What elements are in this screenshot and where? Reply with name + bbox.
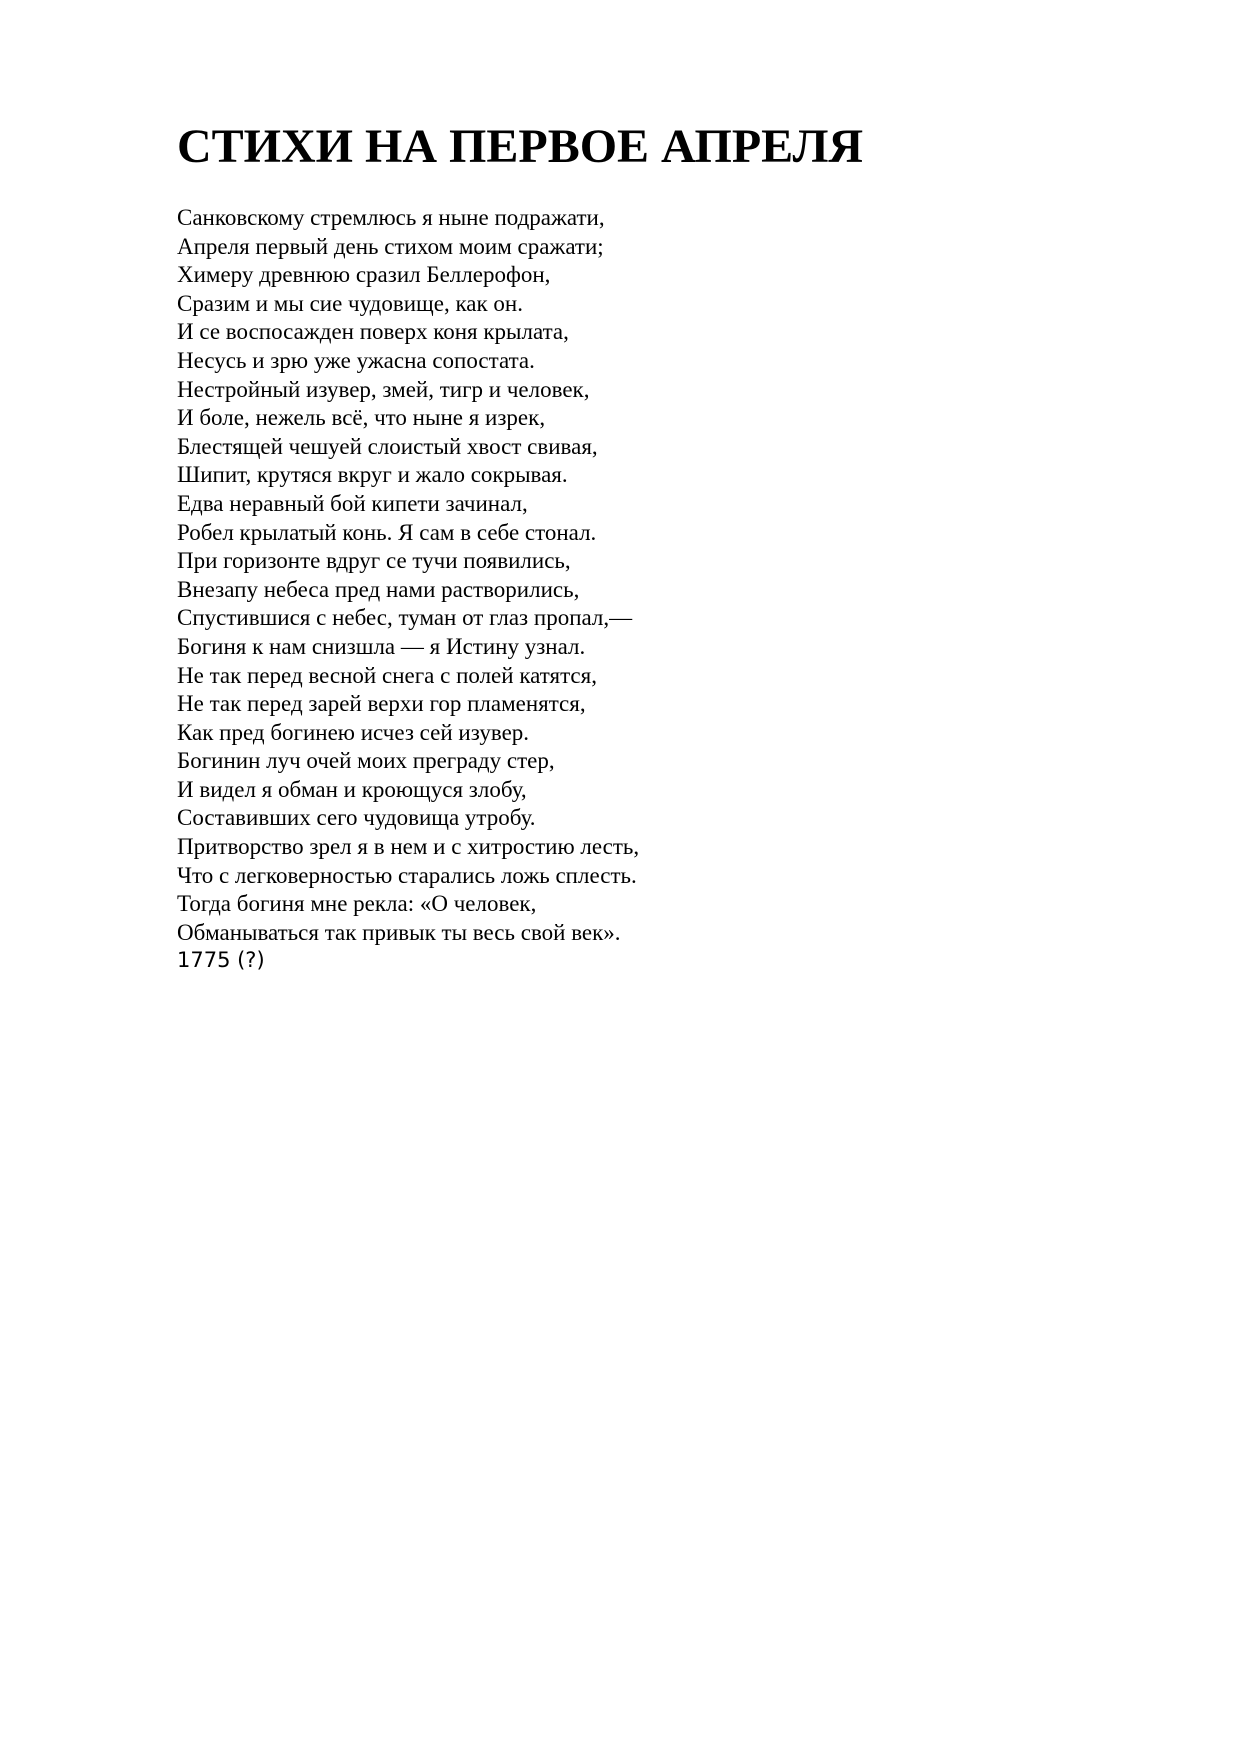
poem-line: Санковскому стремлюсь я ныне подражати, [177, 205, 605, 230]
poem-line: Апреля первый день стихом моим сражати; [177, 233, 604, 259]
poem-line: Внезапу небеса пред нами растворились, [177, 576, 580, 602]
poem-line: При горизонте вдруг се тучи появились, [177, 548, 571, 574]
poem-line: Несусь и зрю уже ужасна сопостата. [177, 347, 535, 373]
poem-line: Химеру древнюю сразил Беллерофон, [177, 262, 551, 288]
poem-line: Составивших сего чудовища утробу. [177, 805, 536, 831]
poem-line: Едва неравный бой кипети зачинал, [177, 490, 528, 516]
poem-line: Богиня к нам снизшла — я Истину узнал. [177, 633, 586, 659]
poem-line: Нестройный изувер, змей, тигр и человек, [177, 376, 590, 402]
poem-line: Шипит, крутяся вкруг и жало сокрывая. [177, 462, 568, 488]
poem-line: И боле, нежель всё, что ныне я изрек, [177, 405, 546, 431]
poem-body [177, 204, 639, 947]
poem-line: Тогда богиня мне рекла: «О человек, [177, 891, 537, 917]
poem-date: 1775 (?) [177, 948, 265, 972]
poem-line: Блестящей чешуей слоистый хвост свивая, [177, 433, 598, 459]
poem-line: Притворство зрел я в нем и с хитростию лесть, [177, 834, 640, 860]
poem-line: Как пред богинею исчез сей изувер. [177, 719, 530, 745]
poem-line: Богинин луч очей моих преграду стер, [177, 748, 555, 774]
poem-title: СТИХИ НА ПЕРВОЕ АПРЕЛЯ [177, 120, 863, 173]
poem-line: Не так перед зарей верхи гор пламенятся, [177, 691, 586, 717]
poem-line: Сразим и мы сие чудовище, как он. [177, 290, 523, 316]
poem-line: Что с легковерностью старались ложь сплесть. [177, 862, 637, 888]
poem-line: Робел крылатый конь. Я сам в себе стонал. [177, 519, 597, 545]
poem-line: И видел я обман и кроющуся злобу, [177, 776, 527, 802]
poem-line: И се воспосажден поверх коня крылата, [177, 319, 569, 345]
poem-line: Обманываться так привык ты весь свой век». [177, 919, 621, 945]
poem-line: Спустившися с небес, туман от глаз пропал,— [177, 605, 633, 631]
poem-line: Не так перед весной снега с полей катятся, [177, 662, 597, 688]
